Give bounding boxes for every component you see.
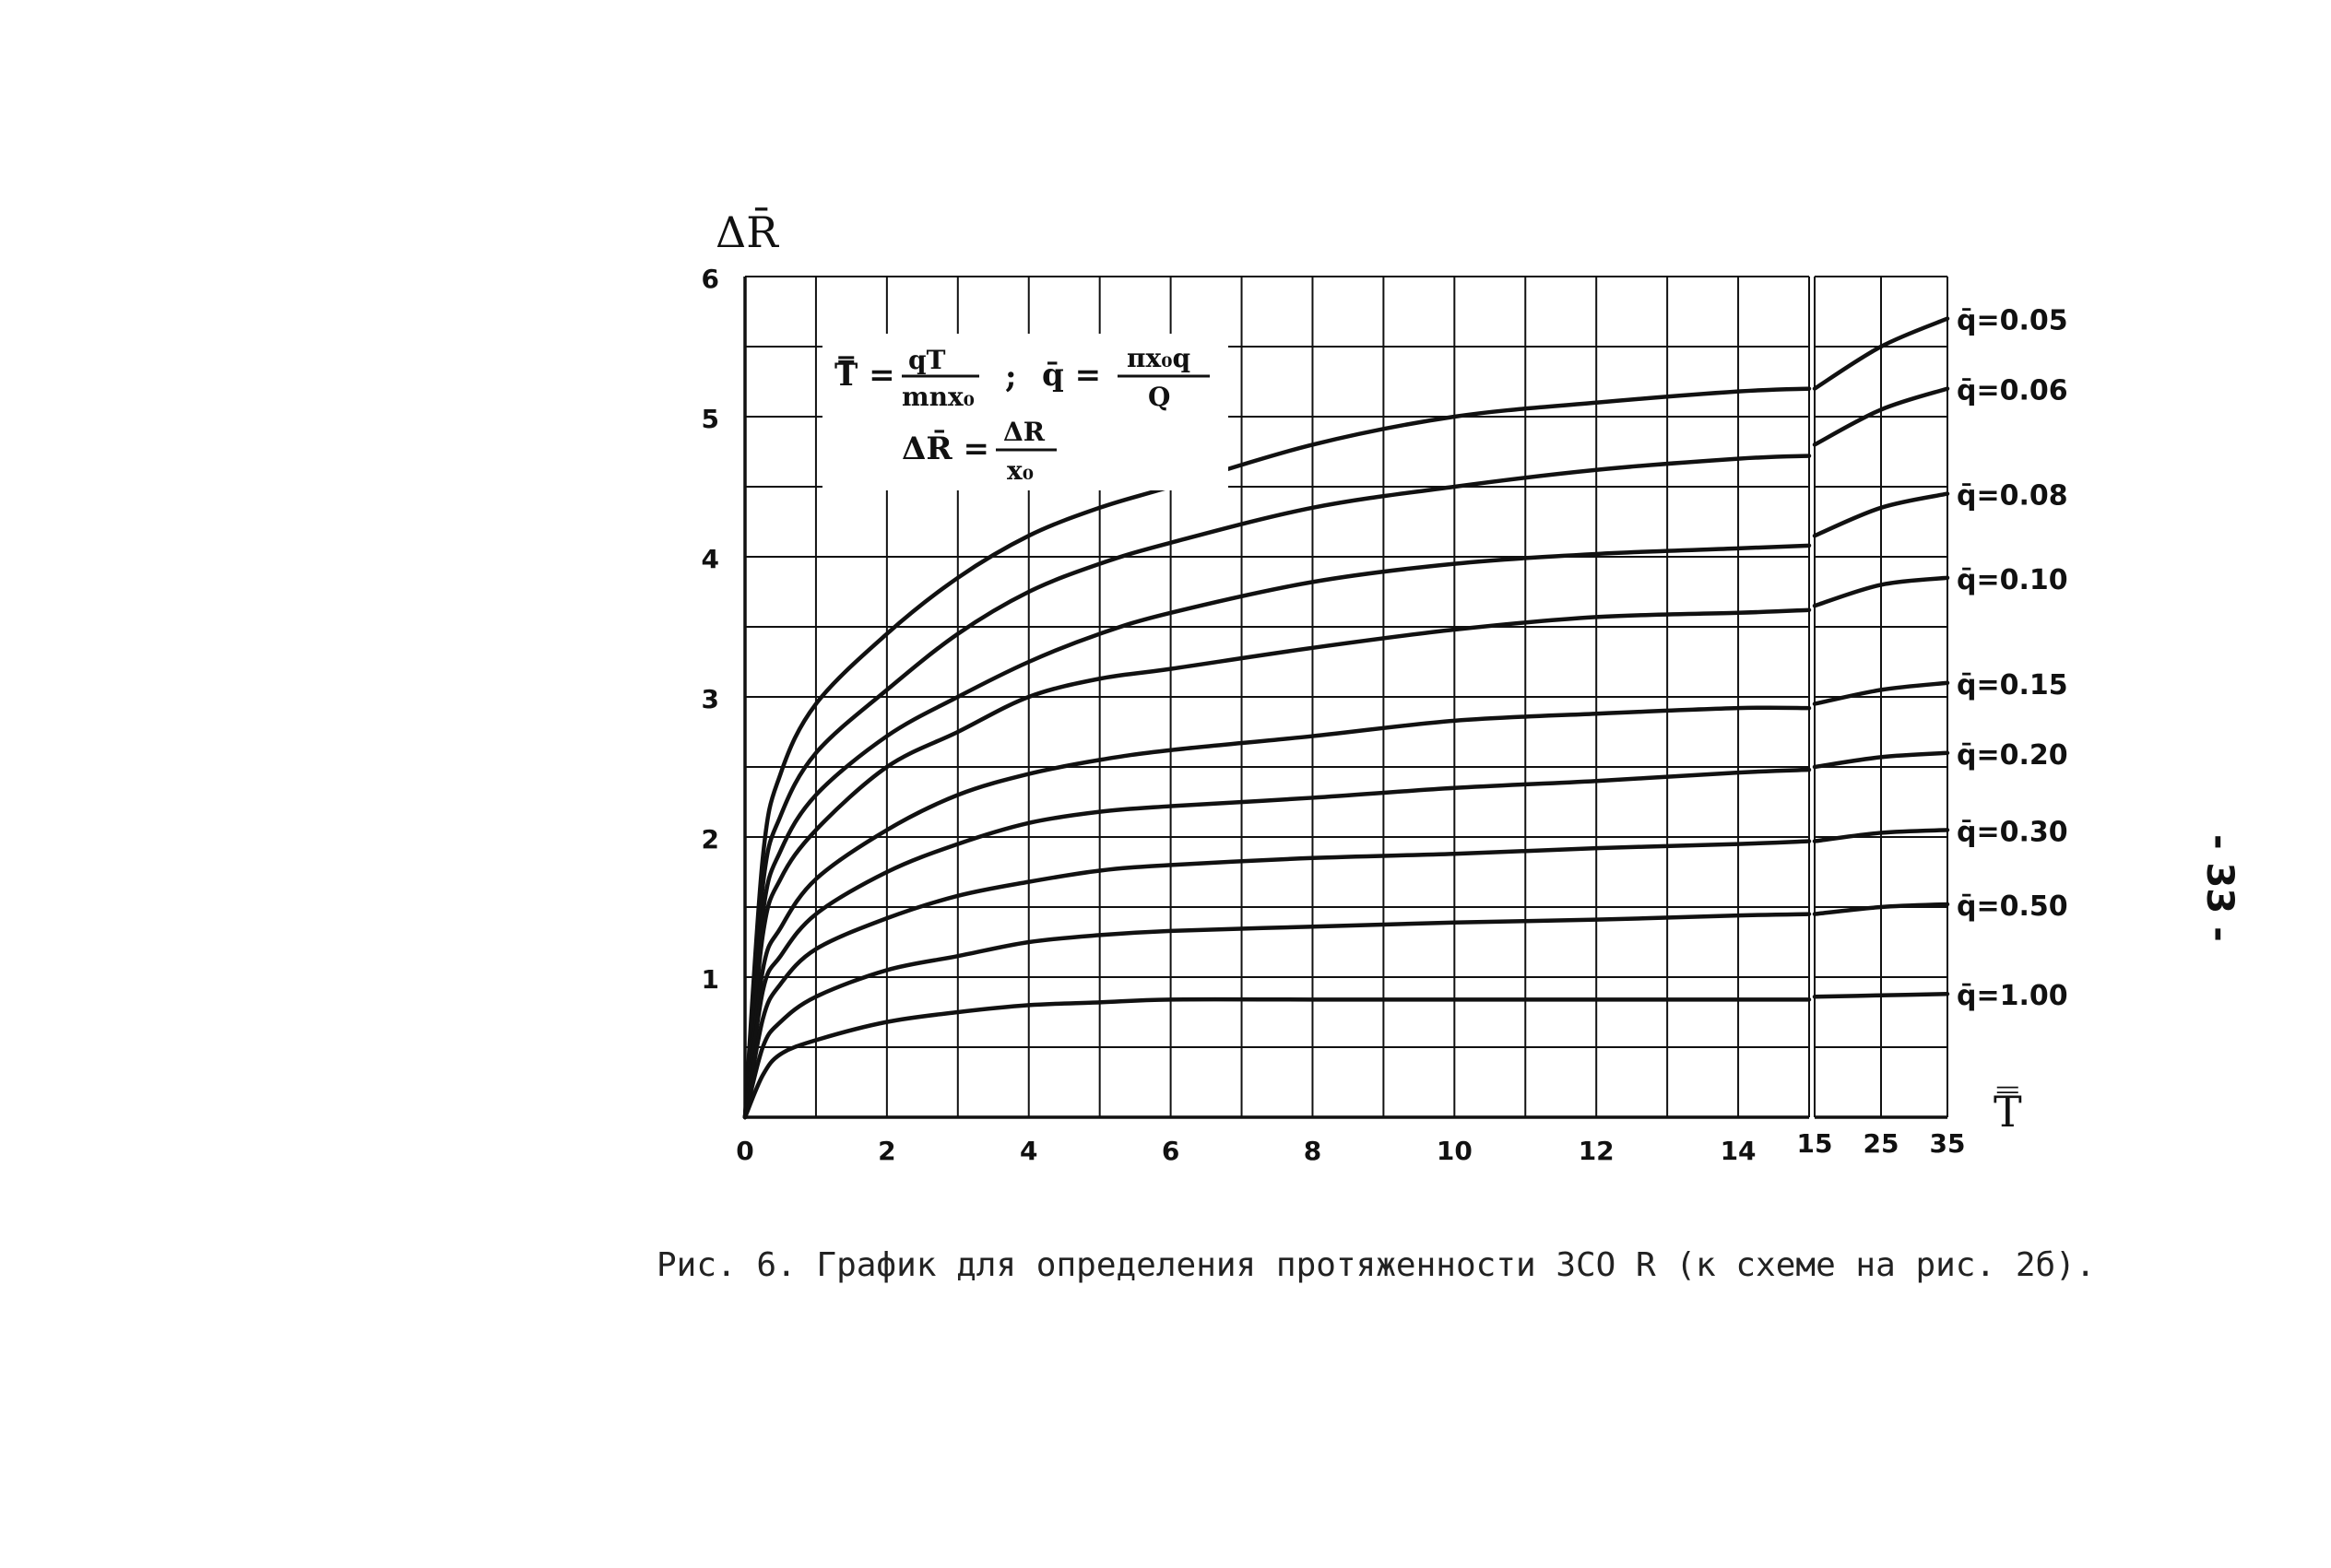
curve-labels [1957, 305, 2068, 1013]
series-label: q̄=0.08 [1957, 479, 2068, 513]
y-tick-label: 2 [701, 824, 719, 855]
formula-t-bar-denominator: mnx₀ [902, 382, 975, 412]
x-tick-label: 10 [1436, 1136, 1473, 1166]
y-tick-label: 1 [701, 964, 719, 995]
page-number: - 33 - [2198, 834, 2241, 942]
series-label: q̄=0.15 [1957, 668, 2068, 701]
x-tick-label: 4 [1019, 1136, 1038, 1166]
series-line [745, 842, 1809, 1117]
figure-caption: Рис. 6. График для определения протяженности ЗСО R (к схеме на рис. 2б). [657, 1246, 2096, 1284]
formula-t-bar-numerator: qT [908, 345, 946, 375]
formula-delta-r-lhs: ΔR̄ = [902, 430, 989, 467]
series-line [745, 999, 1809, 1117]
formula-t-bar-lhs: T̿ = [834, 357, 895, 394]
formula-separator: ; [1005, 359, 1017, 395]
x-tick-label: 2 [878, 1136, 896, 1166]
formula-delta-r-numerator: ΔR [1003, 417, 1045, 447]
series-label: q̄=0.06 [1957, 374, 2068, 407]
series-label: q̄=0.10 [1957, 563, 2068, 596]
extension-tick-label: 25 [1863, 1128, 1899, 1159]
series-label: q̄=0.20 [1957, 738, 2068, 772]
y-tick-label: 5 [701, 404, 719, 434]
series-label: q̄=1.00 [1957, 980, 2068, 1013]
series-label: q̄=0.50 [1957, 890, 2068, 923]
series-line [745, 546, 1809, 1117]
y-tick-label: 6 [701, 264, 719, 294]
extension-tick-label: 35 [1929, 1128, 1966, 1159]
y-axis-title: ΔR̄ [716, 207, 778, 257]
extension-tick-label: 15 [1796, 1128, 1833, 1159]
x-tick-label: 0 [736, 1136, 754, 1166]
series-label: q̄=0.05 [1957, 304, 2068, 337]
x-tick-label: 6 [1161, 1136, 1180, 1166]
extension-grid [1815, 277, 1947, 1117]
formula-legend [822, 334, 1228, 490]
formula-q-bar-numerator: πx₀q [1127, 343, 1191, 373]
formula-delta-r-denominator: x₀ [1007, 455, 1034, 486]
formula-q-bar-lhs: q̄ = [1042, 357, 1102, 394]
y-tick-label: 3 [701, 684, 719, 714]
formula-q-bar-denominator: Q [1148, 382, 1171, 412]
x-axis-title: T̿ [1994, 1087, 2022, 1137]
series-line [745, 914, 1809, 1117]
series-label: q̄=0.30 [1957, 816, 2068, 849]
x-tick-label: 14 [1720, 1136, 1757, 1166]
series-extension-line [1815, 994, 1947, 996]
x-tick-label: 8 [1303, 1136, 1322, 1166]
curves [745, 389, 1809, 1117]
series-line [745, 389, 1809, 1117]
y-tick-label: 4 [701, 544, 719, 574]
x-tick-label: 12 [1578, 1136, 1615, 1166]
